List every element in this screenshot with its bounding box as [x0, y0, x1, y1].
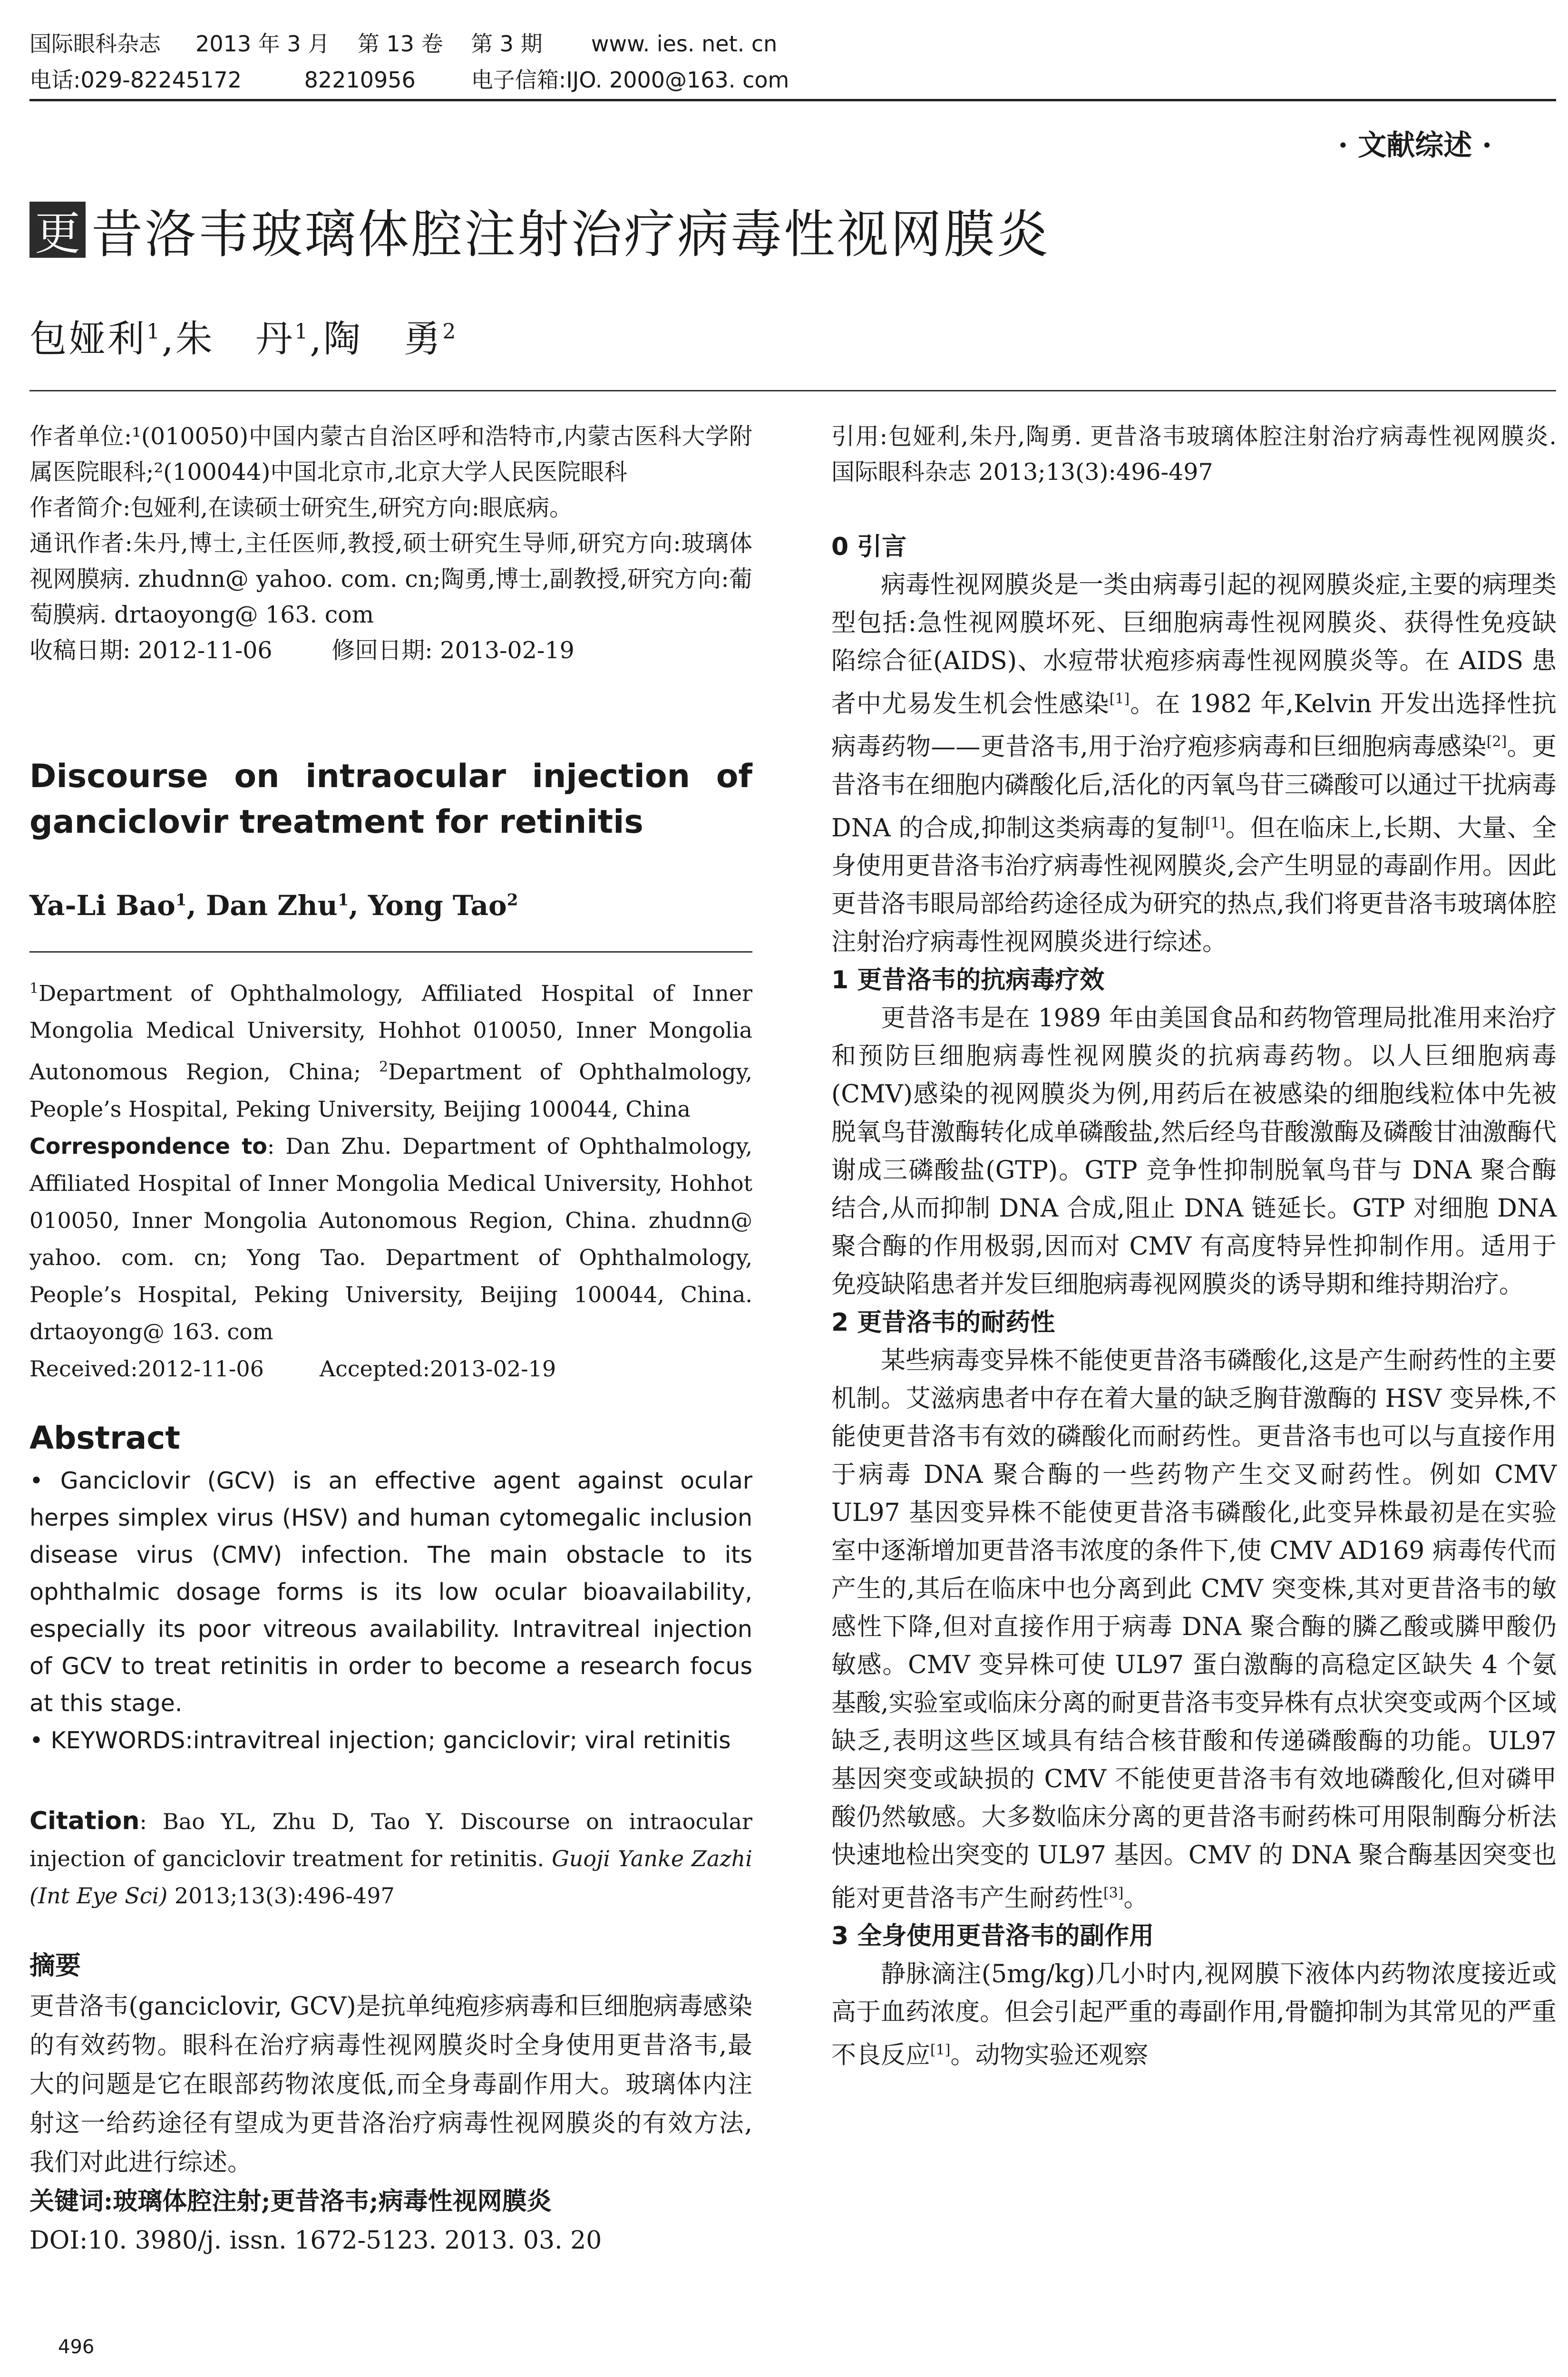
correspondence-en — [29, 1128, 752, 1350]
section-0-paragraph — [831, 566, 1557, 961]
affil-mark: 2 — [379, 1059, 389, 1076]
title-initial-box: 更 — [29, 202, 86, 258]
journal-header-line2: 电话:029-82245172 82210956 电子信箱:IJO. 2000@163. com — [29, 67, 789, 93]
citation-english — [29, 1802, 752, 1914]
section-heading-2: 2 更昔洛韦的耐药性 — [831, 1308, 1055, 1337]
reference-mark: [1] — [930, 2042, 951, 2059]
citation-cn-text: 引用:包娅利,朱丹,陶勇. 更昔洛韦玻璃体腔注射治疗病毒性视网膜炎. 国际眼科杂志 2013;13(3):496-497 — [831, 423, 1557, 486]
abstract-heading: Abstract — [29, 1420, 180, 1456]
author-unit: 作者单位:¹(010050)中国内蒙古自治区呼和浩特市,内蒙古医科大学附属医院眼科;²(100044)中国北京市,北京大学人民医院眼科 — [29, 423, 752, 486]
author-info-block — [29, 419, 752, 668]
body-text: 。动物实验还观察 — [950, 2041, 1149, 2070]
section-3-paragraph — [831, 1955, 1557, 2074]
english-affiliations — [29, 970, 752, 1387]
citation-journal: Guoji Yanke Zazhi (Int Eye Sci) — [29, 1846, 752, 1909]
header-rule — [29, 99, 1556, 101]
english-rule — [29, 951, 752, 953]
section-1-paragraph: 更昔洛韦是在 1989 年由美国食品和药物管理局批准用来治疗和预防巨细胞病毒性视网膜炎的抗病毒药物。以人巨细胞病毒(CMV)感染的视网膜炎为例,用药后在被感染的细胞线粒体中先被脱氧鸟苷激酶转化成单磷酸盐,然后经鸟苷酸激酶及磷酸甘油激酶代谢成三磷酸盐(GTP)。GTP 竞争性抑制脱氧鸟苷与 DNA 聚合酶结合,从而抑制 DNA 合成,阻止 DNA 链延长。GTP 对细胞 DNA 聚合酶的作用极弱,因而对 CMV 有高度特异性抑制作用。适用于免疫缺陷患者并发巨细胞病毒视网膜炎的诱导期和维持期治疗。 — [831, 1003, 1557, 1299]
citation-part2: 2013;13(3):496-497 — [167, 1883, 395, 1909]
affil-mark: 1 — [29, 980, 39, 997]
main-body — [831, 528, 1557, 2075]
author-name: Ya-Li Bao — [29, 889, 175, 922]
abstract-body — [29, 1462, 752, 1759]
section-heading-1: 1 更昔洛韦的抗病毒疗效 — [831, 965, 1105, 994]
reference-mark: [3] — [1103, 1884, 1124, 1901]
section-heading-0: 0 引言 — [831, 533, 907, 561]
author-name: , Yong Tao — [349, 889, 507, 922]
affil-mark: 1 — [337, 890, 349, 910]
article-title — [29, 199, 1051, 264]
affiliation-1: Department of Ophthalmology, Affiliated Hospital of Inner Mongolia Medical University, Hohhot 010050, Inner Mongolia Autonomous Region, China; — [29, 980, 752, 1085]
abstract-text: • Ganciclovir (GCV) is an effective agent against ocular herpes simplex virus (HSV) and human cytomegalic inclusion disease virus (CMV) infection. The main obstacle to its ophthalmic dosage forms is its low ocular bioavailability, especially its poor vitreous availability. Intravitreal injection of GCV to treat retinitis in order to become a research focus at this stage. — [29, 1467, 752, 1717]
dates-en: Received:2012-11-06 Accepted:2013-02-19 — [29, 1355, 556, 1382]
section-2-paragraph — [831, 1342, 1557, 1917]
authors-chinese — [29, 309, 458, 362]
citation-chinese — [831, 419, 1557, 490]
citation-part1: : Bao YL, Zhu D, Tao Y. Discourse on intraocular injection of ganciclovir treatment for retinitis. — [29, 1809, 752, 1871]
chinese-abstract-body — [29, 1987, 752, 2260]
reference-mark: [1] — [1205, 814, 1226, 831]
correspondence-label: Correspondence to — [29, 1133, 267, 1159]
page-number: 496 — [58, 2336, 95, 2358]
citation-text — [29, 1802, 752, 1914]
english-authors — [29, 889, 752, 922]
correspondence-text: : Dan Zhu. Department of Ophthalmology, Affiliated Hospital of Inner Mongolia Medical University, Hohhot 010050, Inner Mongolia Autonomous Region, China. zhudnn@ yahoo. com. cn; Yong Tao. Department of Ophthalmology, People’s Hospital, Peking University, Beijing 100044, China. drtaoyong@ 163. com — [29, 1133, 752, 1344]
body-text: 。但在临床上,长期、大量、全身使用更昔洛韦治疗病毒性视网膜炎,会产生明显的毒副作用。因此更昔洛韦眼局部给药途径成为研究的热点,我们将更昔洛韦玻璃体腔注射治疗病毒性视网膜炎进行综述。 — [831, 813, 1557, 956]
affil-mark: 1 — [294, 320, 310, 344]
body-text: 。更昔洛韦在细胞内磷酸化后,活化的丙氧鸟苷三磷酸可以通过干扰病毒 DNA 的合成,抑制这类病毒的复制 — [831, 732, 1557, 842]
keywords-en: • KEYWORDS:intravitreal injection; ganciclovir; viral retinitis — [29, 1727, 731, 1754]
affil-mark: 1 — [175, 890, 187, 910]
affiliation-text — [29, 970, 752, 1128]
section-heading-3: 3 全身使用更昔洛韦的副作用 — [831, 1922, 1154, 1951]
top-rule — [29, 390, 1556, 391]
author-name: ,陶 勇 — [310, 318, 443, 360]
english-title: Discourse on intraocular injection of ganciclovir treatment for retinitis — [29, 758, 752, 841]
journal-header-line1: 国际眼科杂志 2013 年 3 月 第 13 卷 第 3 期 www. ies. net. cn — [29, 31, 778, 57]
reference-mark: [1] — [1109, 691, 1130, 707]
reference-mark: [2] — [1486, 733, 1507, 750]
chinese-abstract-heading: 摘要 — [29, 1950, 81, 1980]
author-name: , Dan Zhu — [186, 889, 338, 922]
chinese-abstract-text: 更昔洛韦(ganciclovir, GCV)是抗单纯疱疹病毒和巨细胞病毒感染的有效药物。眼科在治疗病毒性视网膜炎时全身使用更昔洛韦,最大的问题是它在眼部药物浓度低,而全身毒副作用大。玻璃体内注射这一给药途径有望成为更昔洛治疗病毒性视网膜炎的有效方法,我们对此进行综述。 — [29, 1992, 752, 2177]
body-text: 。 — [1123, 1884, 1149, 1913]
affiliation-2: Department of Ophthalmology, People’s Hospital, Peking University, Beijing 100044, China — [29, 1059, 752, 1122]
doi: DOI:10. 3980/j. issn. 1672-5123. 2013. 03. 20 — [29, 2226, 602, 2255]
body-text: 静脉滴注(5mg/kg)几小时内,视网膜下液体内药物浓度接近或高于血药浓度。但会引起严重的毒副作用,骨髓抑制为其常见的严重不良反应 — [831, 1960, 1557, 2070]
author-bio: 作者简介:包娅利,在读硕士研究生,研究方向:眼底病。 — [29, 494, 573, 521]
title-text: 昔洛韦玻璃体腔注射治疗病毒性视网膜炎 — [91, 205, 1051, 264]
affil-mark: 2 — [506, 890, 518, 910]
correspondence-cn: 通讯作者:朱丹,博士,主任医师,教授,硕士研究生导师,研究方向:玻璃体视网膜病. zhudnn@ yahoo. com. cn;陶勇,博士,副教授,研究方向:葡萄膜病. drtaoyong@ 163. com — [29, 530, 752, 628]
body-text: 病毒性视网膜炎是一类由病毒引起的视网膜炎症,主要的病理类型包括:急性视网膜坏死、巨细胞病毒性视网膜炎、获得性免疫缺陷综合征(AIDS)、水痘带状疱疹病毒性视网膜炎等。在 AIDS 患者中尤易发生机会性感染 — [831, 571, 1557, 719]
affil-mark: 2 — [442, 320, 458, 344]
citation-label: Citation — [29, 1807, 140, 1835]
body-text: 。在 1982 年,Kelvin 开发出选择性抗病毒药物——更昔洛韦,用于治疗疱疹病毒和巨细胞病毒感染 — [831, 690, 1557, 761]
author-name: ,朱 丹 — [162, 318, 295, 360]
keywords-cn: 关键词:玻璃体腔注射;更昔洛韦;病毒性视网膜炎 — [29, 2187, 552, 2216]
affil-mark: 1 — [146, 320, 162, 344]
body-text: 某些病毒变异株不能使更昔洛韦磷酸化,这是产生耐药性的主要机制。艾滋病患者中存在着大量的缺乏胸苷激酶的 HSV 变异株,不能使更昔洛韦有效的磷酸化而耐药性。更昔洛韦也可以与直接作用于病毒 DNA 聚合酶的一些药物产生交叉耐药性。例如 CMV UL97 基因变异株不能使更昔洛韦磷酸化,此变异株最初是在实验室中逐渐增加更昔洛韦浓度的条件下,使 CMV AD169 病毒传代而产生的,其后在临床中也分离到此 CMV 突变株,其对更昔洛韦的敏感性下降,但对直接作用于病毒 DNA 聚合酶的膦乙酸或膦甲酸仍敏感。CMV 变异株可使 UL97 蛋白激酶的高稳定区缺失 4 个氨基酸,实验室或临床分离的耐更昔洛韦变异株有点状突变或两个区域缺乏,表明这些区域具有结合核苷酸和传递磷酸酶的功能。UL97 基因突变或缺损的 CMV 不能使更昔洛韦有效地磷酸化,但对磷甲酸仍然敏感。大多数临床分离的更昔洛韦耐药株可用限制酶分析法快速地检出突变的 UL97 基因。CMV 的 DNA 聚合酶基因突变也能对更昔洛韦产生耐药性 — [831, 1346, 1557, 1913]
dates-cn: 收稿日期: 2012-11-06 修回日期: 2013-02-19 — [29, 637, 575, 664]
section-label: · 文献综述 · — [1338, 129, 1492, 162]
author-name: 包娅利 — [29, 318, 147, 360]
